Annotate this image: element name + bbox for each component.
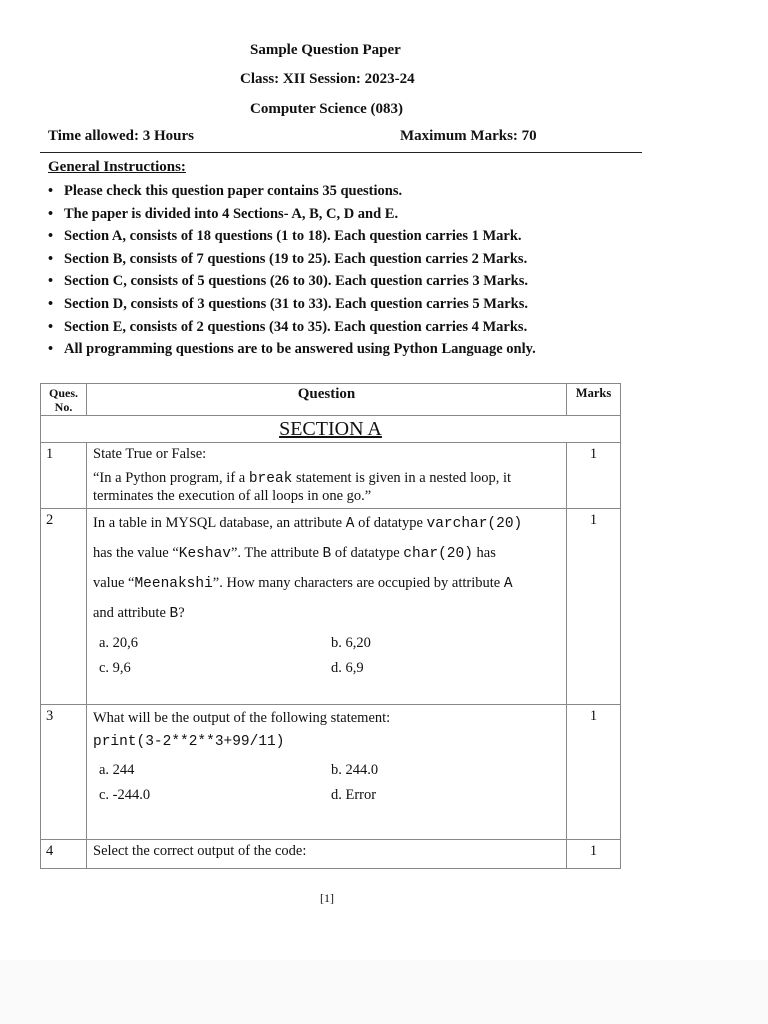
option: a. 244 bbox=[99, 762, 135, 778]
q2-line4 bbox=[93, 599, 560, 629]
q1-text: “In a Python program, if a bbox=[93, 470, 249, 486]
q2-code: B bbox=[169, 606, 179, 622]
q2-code: Meenakshi bbox=[134, 576, 213, 592]
time-allowed: Time allowed: 3 Hours bbox=[48, 128, 194, 144]
ques-header-line: Ques. bbox=[48, 386, 78, 400]
q2-text: of datatype bbox=[354, 515, 427, 531]
q2-code: Keshav bbox=[178, 546, 231, 562]
q2-line3 bbox=[93, 569, 560, 599]
question-marks: 1 bbox=[567, 705, 621, 840]
q3-line1: What will be the output of the following statement: bbox=[93, 710, 391, 726]
q1-line2 bbox=[93, 469, 560, 488]
q2-text: of datatype bbox=[331, 545, 404, 561]
section-row bbox=[41, 416, 621, 443]
option: b. 244.0 bbox=[331, 762, 379, 778]
question-number: 2 bbox=[41, 509, 87, 705]
table-row bbox=[41, 443, 621, 509]
paper-title: Sample Question Paper bbox=[250, 42, 401, 58]
q2-code: A bbox=[345, 516, 355, 532]
q3-options bbox=[99, 758, 560, 808]
question-number: 1 bbox=[41, 443, 87, 509]
ques-no-header bbox=[41, 384, 87, 416]
header-divider bbox=[40, 152, 642, 153]
question-marks: 1 bbox=[567, 509, 621, 705]
q1-line3: terminates the execution of all loops in one go.” bbox=[93, 488, 372, 504]
q2-text: ”. The attribute bbox=[230, 545, 323, 561]
q3-code: print(3-2**2**3+99/11) bbox=[93, 734, 285, 750]
q2-text: has bbox=[472, 545, 496, 561]
instruction-item: • Please check this question paper contains 35 questions. bbox=[48, 180, 536, 203]
question-marks: 1 bbox=[567, 443, 621, 509]
option: c. 9,6 bbox=[99, 660, 131, 676]
q2-text: ? bbox=[178, 605, 185, 621]
q2-text: value “ bbox=[93, 575, 135, 591]
q2-text: has the value “ bbox=[93, 545, 179, 561]
q2-line1 bbox=[93, 509, 560, 539]
option: a. 20,6 bbox=[99, 635, 139, 651]
instructions-title: General Instructions: bbox=[48, 159, 186, 175]
instruction-item: • Section C, consists of 5 questions (26 to 30). Each question carries 3 Marks. bbox=[48, 270, 536, 293]
table-row bbox=[41, 840, 621, 869]
instructions-list bbox=[48, 180, 536, 361]
question-text bbox=[87, 509, 567, 705]
instruction-item: • All programming questions are to be answered using Python Language only. bbox=[48, 338, 536, 361]
instruction-item: • Section B, consists of 7 questions (19 to 25). Each question carries 2 Marks. bbox=[48, 248, 536, 271]
time-marks-row bbox=[48, 128, 642, 152]
q2-code: B bbox=[322, 546, 332, 562]
option: d. Error bbox=[331, 787, 377, 803]
question-number: 4 bbox=[41, 840, 87, 869]
question-text: Select the correct output of the code: bbox=[87, 840, 567, 869]
q2-text: In a table in MYSQL database, an attribute bbox=[93, 515, 346, 531]
q2-code: A bbox=[503, 576, 513, 592]
marks-header: Marks bbox=[567, 384, 621, 416]
question-number: 3 bbox=[41, 705, 87, 840]
question-text bbox=[87, 443, 567, 509]
option: b. 6,20 bbox=[331, 635, 371, 651]
instruction-item: • Section A, consists of 18 questions (1 to 18). Each question carries 1 Mark. bbox=[48, 225, 536, 248]
table-row bbox=[41, 509, 621, 705]
maximum-marks: Maximum Marks: 70 bbox=[400, 128, 537, 144]
page-background bbox=[0, 960, 768, 1024]
question-header: Question bbox=[87, 384, 567, 416]
question-marks: 1 bbox=[567, 840, 621, 869]
table-row bbox=[41, 705, 621, 840]
option: c. -244.0 bbox=[99, 787, 151, 803]
questions-table bbox=[40, 383, 621, 869]
subject-line: Computer Science (083) bbox=[250, 101, 404, 117]
q1-code-break: break bbox=[248, 471, 293, 487]
instruction-item: • Section D, consists of 3 questions (31 to 33). Each question carries 5 Marks. bbox=[48, 293, 536, 316]
instruction-item: • The paper is divided into 4 Sections- A, B, C, D and E. bbox=[48, 203, 536, 226]
no-header-line: No. bbox=[54, 400, 73, 414]
q2-text: and attribute bbox=[93, 605, 170, 621]
section-a-heading: SECTION A bbox=[41, 416, 621, 443]
table-header-row bbox=[41, 384, 621, 416]
q1-text: statement is given in a nested loop, it bbox=[292, 470, 512, 486]
q2-line2 bbox=[93, 539, 560, 569]
q2-code: varchar(20) bbox=[426, 516, 523, 532]
page-number: [1] bbox=[320, 891, 334, 905]
q1-line1: State True or False: bbox=[93, 446, 207, 462]
q2-text: ”. How many characters are occupied by attribute bbox=[212, 575, 504, 591]
class-session: Class: XII Session: 2023-24 bbox=[240, 71, 415, 87]
option: d. 6,9 bbox=[331, 660, 364, 676]
q2-code: char(20) bbox=[403, 546, 473, 562]
instruction-item: • Section E, consists of 2 questions (34 to 35). Each question carries 4 Marks. bbox=[48, 316, 536, 339]
q2-options bbox=[99, 631, 560, 681]
question-text bbox=[87, 705, 567, 840]
